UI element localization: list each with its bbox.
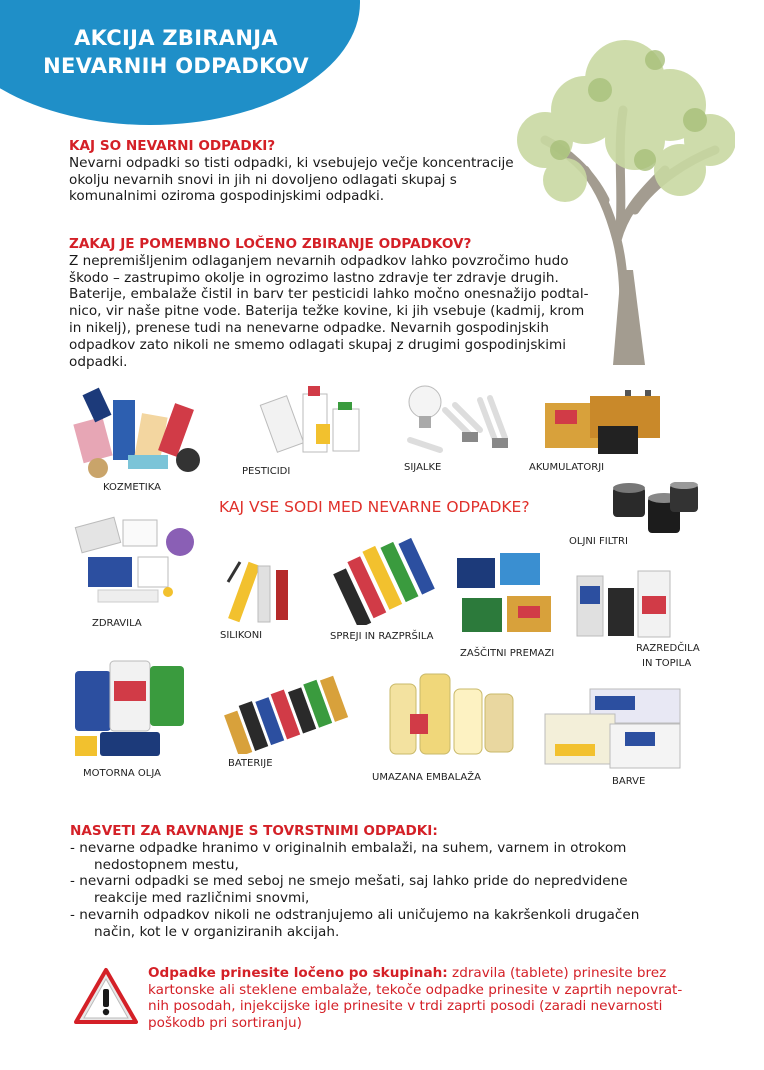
item-label: SILIKONI: [220, 630, 263, 641]
item-label: SIJALKE: [404, 462, 442, 473]
text-line: Z nepremišljenim odlaganjem nevarnih odpadkov lahko povzročimo hudo: [69, 252, 569, 269]
spray-cans-icon: [330, 535, 435, 625]
item-label: AKUMULATORJI: [529, 462, 605, 473]
warning-note: [148, 965, 708, 1031]
text-line: odpadkov zato nikoli ne smemo odlagati skupaj z drugimi gospodinjskimi: [69, 336, 567, 353]
item-label: BATERIJE: [228, 758, 273, 769]
title-line-1: AKCIJA ZBIRANJA: [74, 26, 278, 50]
item-label: MOTORNA OLJA: [83, 768, 161, 779]
paint-tins-icon: [452, 548, 564, 644]
hazardous-items-heading: KAJ VSE SODI MED NEVARNE ODPADKE?: [219, 498, 530, 516]
page-title: [0, 24, 352, 80]
warning-text: zdravila (tablete) prinesite brez: [447, 965, 667, 981]
light-bulbs-icon: [400, 380, 525, 462]
section-heading: KAJ SO NEVARNI ODPADKI?: [69, 138, 276, 154]
item-label: UMAZANA EMBALAŽA: [372, 772, 481, 783]
item-label: BARVE: [612, 776, 646, 787]
text-line: in nikelj), prenese tudi na nenevarne odpadke. Nevarnih gospodinjskih: [69, 319, 549, 336]
section-what-are-hazardous-waste: [69, 138, 539, 205]
warning-line: kartonske ali steklene embalaže, tekoče odpadke prinesite v zaprtih nepovrat-: [148, 981, 683, 998]
text-line: komunalnimi oziroma gospodinjskimi odpadki.: [69, 188, 385, 205]
warning-bold: Odpadke prinesite ločeno po skupinah:: [148, 965, 448, 981]
silicone-tubes-icon: [218, 552, 300, 624]
item-label-line-2: IN TOPILA: [642, 658, 692, 669]
text-line: Nevarni odpadki so tisti odpadki, ki vsebujejo večje koncentracije: [69, 154, 514, 171]
dirty-packaging-icon: [380, 664, 522, 768]
text-line: odpadki.: [69, 353, 128, 370]
item-label: KOZMETIKA: [103, 482, 161, 493]
section-heading: ZAKAJ JE POMEMBNO LOČENO ZBIRANJE ODPADKOV?: [69, 236, 472, 252]
tips-list: [70, 840, 670, 941]
warning-line: nih posodah, injekcijske igle prinesite v trdi zaprti posodi (zaradi nevarnosti: [148, 998, 663, 1015]
text-line: škodo – zastrupimo okolje in ogrozimo lastno zdravje ter zdravje drugih.: [69, 269, 559, 286]
pesticide-bottles-icon: [258, 384, 378, 464]
section-why-separate-collection: [69, 236, 609, 370]
item-label: PESTICIDI: [242, 466, 291, 477]
list-item: - nevarnih odpadkov nikoli ne odstranjujemo ali uničujemo na kakršenkoli drugačen način, kot le v organiziranih akcijah.: [70, 906, 640, 940]
oil-filters-icon: [608, 482, 703, 544]
title-line-2: NEVARNIH ODPADKOV: [43, 54, 309, 78]
item-label: RAZREDČILA: [636, 643, 700, 654]
text-line: nico, vir naše pitne vode. Baterija težke kovine, ki jih vsebuje (kadmij, krom: [69, 303, 585, 320]
text-line: okolju nevarnih snovi in jih ni dovoljeno odlagati skupaj s: [69, 171, 457, 188]
batteries-icon: [222, 672, 362, 754]
text-line: Baterije, embalaže čistil in barv ter pesticidi lahko močno onesnažijo podtal-: [69, 286, 589, 303]
list-item: - nevarni odpadki se med seboj ne smejo mešati, saj lahko pride do nepredvidene reakcije med različnimi snovmi,: [70, 873, 628, 907]
paint-buckets-icon: [540, 684, 690, 782]
warning-triangle-icon: [74, 967, 138, 1025]
car-batteries-icon: [540, 388, 670, 458]
item-label: SPREJI IN RAZPRŠILA: [330, 631, 434, 642]
cosmetics-pile-icon: [68, 380, 218, 480]
warning-line: poškodb pri sortiranju): [148, 1014, 302, 1031]
item-label: OLJNI FILTRI: [569, 536, 628, 547]
section-handling-tips: [70, 823, 670, 941]
solvent-cans-icon: [572, 566, 682, 644]
section-heading: NASVETI ZA RAVNANJE S TOVRSTNIMI ODPADKI:: [70, 823, 438, 839]
motor-oil-canisters-icon: [70, 656, 190, 760]
medicines-icon: [68, 512, 200, 612]
item-label: ZAŠČITNI PREMAZI: [460, 648, 555, 659]
item-label: ZDRAVILA: [92, 618, 142, 629]
list-item: - nevarne odpadke hranimo v originalnih embalaži, na suhem, varnem in otrokom nedostopnem mestu,: [70, 839, 627, 873]
